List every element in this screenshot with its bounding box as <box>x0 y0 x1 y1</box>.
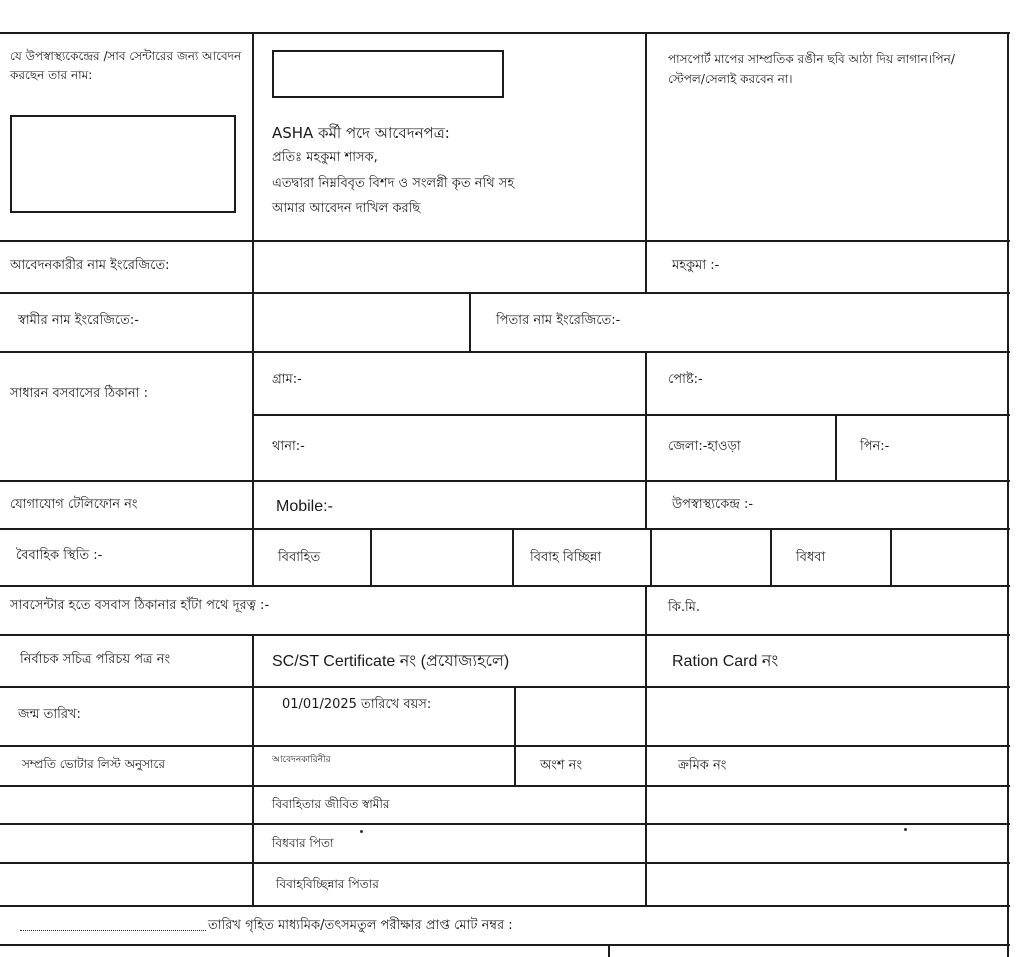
sc-st-certificate-label: SC/ST Certificate নং (প্রযোজ্যহলে) <box>272 653 510 670</box>
married-checkbox[interactable] <box>372 530 512 585</box>
rule <box>645 585 647 635</box>
village-label: গ্রাম:- <box>272 372 302 387</box>
rule <box>0 32 1010 34</box>
applicant-name-label: আবেদনকারীর নাম ইংরেজিতে: <box>10 258 170 273</box>
post-office-label: পোষ্ট:- <box>668 372 703 387</box>
declaration-line-1: এতদ্বারা নিম্নবিবৃত বিশদ ও সংলগ্নী কৃত নথি সহ <box>272 176 515 191</box>
mobile-label: Mobile:- <box>276 498 333 515</box>
rule <box>0 292 1010 294</box>
rule <box>0 634 1010 636</box>
rule <box>645 634 647 746</box>
father-name-label: পিতার নাম ইংরেজিতে:- <box>496 313 621 328</box>
ration-card-label: Ration Card নং <box>672 653 779 670</box>
exam-marks-label: তারিখ গৃহিত মাধ্যমিক/তৎসমতুল পরীক্ষার প্রাপ্ত মোট নম্বর : <box>208 918 513 933</box>
rule <box>0 745 1010 747</box>
contact-phone-label: যোগাযোগ টেলিফোন নং <box>10 497 138 512</box>
rule <box>252 351 254 481</box>
rule <box>0 862 1010 864</box>
rule <box>0 785 1010 787</box>
district-label: জেলা:-হাওড়া <box>668 439 741 454</box>
rule <box>645 745 647 906</box>
residence-address-label: সাধারন বসবাসের ঠিকানা : <box>10 386 148 401</box>
top-entry-box[interactable] <box>272 50 504 98</box>
rule <box>252 634 254 746</box>
rule <box>512 528 514 586</box>
rule <box>252 32 254 352</box>
rule <box>0 240 1010 242</box>
husband-name-label: স্বামীর নাম ইংরেজিতে:- <box>18 313 139 328</box>
photo-note: পাসপোর্ট মাপের সাম্প্রতিক রঙীন ছবি আঠা দিয় লাগান।পিন/স্টেপল/সেলাই করবেন না। <box>668 52 955 86</box>
age-on-date-label: 01/01/2025 তারিখে বয়স: <box>282 697 432 712</box>
divorced-option: বিবাহ বিচ্ছিন্না <box>530 550 602 565</box>
rule <box>645 32 647 293</box>
applicant-small-label: আবেদনকারিনীর <box>272 755 331 765</box>
married-living-husband-label: বিবাহিতার জীবিত স্বামীর <box>272 797 390 811</box>
part-no-label: অংশ নং <box>540 758 583 773</box>
rule <box>645 480 647 529</box>
post-title: ASHA কর্মী পদে আবেদনপত্র: <box>272 124 450 142</box>
rule <box>252 745 254 906</box>
rule <box>0 686 1010 688</box>
serial-no-label: ক্রমিক নং <box>678 758 727 773</box>
rule <box>0 585 1010 587</box>
date-of-birth-label: জন্ম তারিখ: <box>18 707 81 722</box>
rule <box>0 905 1010 907</box>
scan-dot <box>360 830 363 833</box>
rule <box>252 528 254 586</box>
rule <box>0 351 1010 353</box>
rule <box>835 414 837 481</box>
widow-option: বিধবা <box>796 550 826 565</box>
rule <box>645 351 647 481</box>
to-line: প্রতিঃ মহকুমা শাসক, <box>272 150 378 165</box>
scan-dot <box>904 828 907 831</box>
married-option: বিবাহিত <box>278 550 321 565</box>
rule <box>0 480 1010 482</box>
rule <box>0 944 1010 946</box>
voter-id-label: নির্বাচক সচিত্র পরিচয় পত্র নং <box>20 652 171 667</box>
distance-label: সাবসেন্টার হতে বসবাস ঠিকানার হাঁটা পথে দূরত্ব :- <box>10 598 270 613</box>
subdivision-label: মহকুমা :- <box>672 258 720 273</box>
rule <box>252 414 1010 416</box>
sub-health-center-label: উপস্বাস্থ্যকেন্দ্র :- <box>672 497 754 512</box>
widow-father-label: বিধবার পিতা <box>272 836 334 850</box>
rule <box>252 480 254 529</box>
pin-label: পিন:- <box>860 439 890 454</box>
widow-checkbox[interactable] <box>892 530 1007 585</box>
subcenter-name-box[interactable] <box>10 115 236 213</box>
exam-date-blank[interactable] <box>20 930 206 931</box>
voter-list-label: সম্প্রতি ভোটার লিস্ট অনুসারে <box>22 757 165 771</box>
marital-status-label: বৈবাহিক স্থিতি :- <box>16 548 103 563</box>
rule <box>514 686 516 786</box>
applicant-center-label: যে উপস্বাস্থ্যকেন্দ্রের /সাব সেন্টারের জন্য আবেদন করছেন তার নাম: <box>10 49 242 83</box>
rule <box>770 528 772 586</box>
rule <box>608 944 610 957</box>
divorcee-father-label: বিবাহবিচ্ছিন্নার পিতার <box>276 877 379 891</box>
police-station-label: থানা:- <box>272 439 305 454</box>
rule <box>1007 32 1009 957</box>
divorced-checkbox[interactable] <box>652 530 770 585</box>
km-label: কি.মি. <box>668 600 701 615</box>
declaration-line-2: আমার আবেদন দাখিল করছি <box>272 201 421 216</box>
rule <box>0 823 1010 825</box>
rule <box>469 292 471 352</box>
